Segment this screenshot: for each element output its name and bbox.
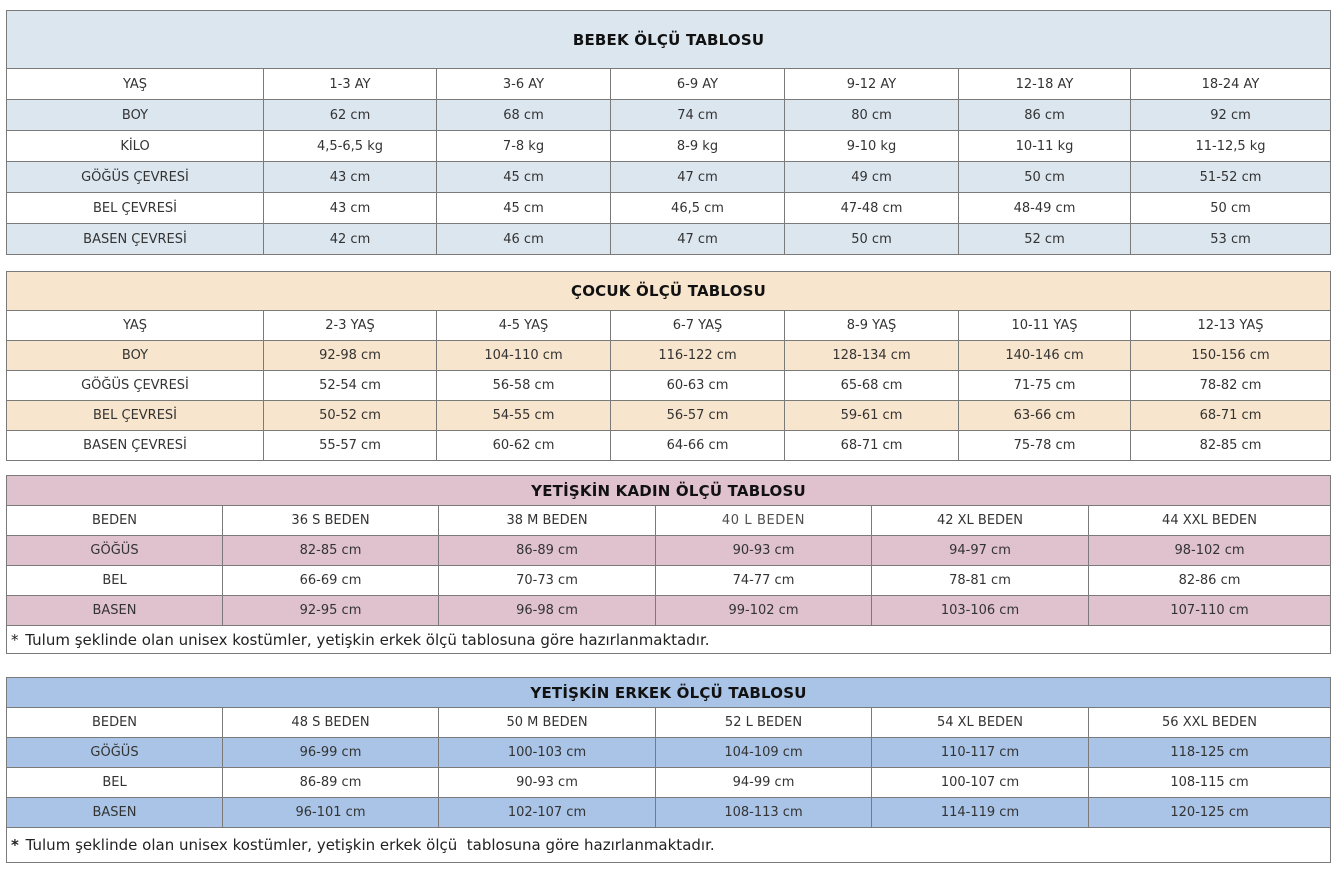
value-cell: 52 cm (959, 224, 1131, 255)
data-row (7, 224, 1331, 255)
child-size-table (6, 271, 1331, 461)
header-cell: 44 XXL BEDEN (1089, 506, 1331, 536)
row-label: BEDEN (7, 708, 223, 738)
value-cell: 82-86 cm (1089, 566, 1331, 596)
value-cell: 64-66 cm (611, 431, 785, 461)
value-cell: 7-8 kg (437, 131, 611, 162)
title-row (7, 272, 1331, 311)
header-cell: 2-3 YAŞ (264, 311, 437, 341)
row-label: BOY (7, 100, 264, 131)
value-cell: 48-49 cm (959, 193, 1131, 224)
data-row (7, 193, 1331, 224)
data-row (7, 768, 1331, 798)
row-label: YAŞ (7, 69, 264, 100)
header-row (7, 311, 1331, 341)
value-cell: 60-62 cm (437, 431, 611, 461)
value-cell: 110-117 cm (872, 738, 1089, 768)
baby-size-table (6, 10, 1331, 255)
row-label: BASEN (7, 798, 223, 828)
value-cell: 42 cm (264, 224, 437, 255)
value-cell: 56-57 cm (611, 401, 785, 431)
value-cell: 68-71 cm (1131, 401, 1331, 431)
header-cell: 4-5 YAŞ (437, 311, 611, 341)
footnote-text: Tulum şeklinde olan unisex kostümler, yetişkin erkek ölçü tablosuna göre hazırlanmaktadır. (20, 630, 710, 649)
row-label: BEL ÇEVRESİ (7, 401, 264, 431)
value-cell: 51-52 cm (1131, 162, 1331, 193)
data-row (7, 798, 1331, 828)
header-cell: 12-18 AY (959, 69, 1131, 100)
value-cell: 9-10 kg (785, 131, 959, 162)
header-cell: 54 XL BEDEN (872, 708, 1089, 738)
header-row (7, 69, 1331, 100)
value-cell: 70-73 cm (439, 566, 656, 596)
value-cell: 74-77 cm (656, 566, 872, 596)
header-row (7, 708, 1331, 738)
value-cell: 59-61 cm (785, 401, 959, 431)
value-cell: 8-9 kg (611, 131, 785, 162)
row-label: GÖĞÜS (7, 738, 223, 768)
value-cell: 92 cm (1131, 100, 1331, 131)
adult-man-size-table (6, 677, 1331, 863)
data-row (7, 100, 1331, 131)
value-cell: 74 cm (611, 100, 785, 131)
data-row (7, 341, 1331, 371)
value-cell: 86-89 cm (439, 536, 656, 566)
table-title: BEBEK ÖLÇÜ TABLOSU (7, 11, 1331, 69)
row-label: BEL (7, 768, 223, 798)
value-cell: 47 cm (611, 224, 785, 255)
value-cell: 56-58 cm (437, 371, 611, 401)
footnote-marker: * (11, 630, 19, 649)
value-cell: 60-63 cm (611, 371, 785, 401)
row-label: BASEN ÇEVRESİ (7, 224, 264, 255)
value-cell: 150-156 cm (1131, 341, 1331, 371)
header-cell: 6-7 YAŞ (611, 311, 785, 341)
header-cell: 3-6 AY (437, 69, 611, 100)
value-cell: 140-146 cm (959, 341, 1131, 371)
header-cell: 12-13 YAŞ (1131, 311, 1331, 341)
value-cell: 114-119 cm (872, 798, 1089, 828)
value-cell: 50-52 cm (264, 401, 437, 431)
data-row (7, 131, 1331, 162)
header-cell: 18-24 AY (1131, 69, 1331, 100)
value-cell: 50 cm (1131, 193, 1331, 224)
value-cell: 120-125 cm (1089, 798, 1331, 828)
value-cell: 99-102 cm (656, 596, 872, 626)
value-cell: 107-110 cm (1089, 596, 1331, 626)
value-cell: 118-125 cm (1089, 738, 1331, 768)
data-row (7, 596, 1331, 626)
value-cell: 128-134 cm (785, 341, 959, 371)
value-cell: 71-75 cm (959, 371, 1131, 401)
header-cell: 38 M BEDEN (439, 506, 656, 536)
value-cell: 92-95 cm (223, 596, 439, 626)
header-cell: 36 S BEDEN (223, 506, 439, 536)
value-cell: 90-93 cm (656, 536, 872, 566)
header-cell: 8-9 YAŞ (785, 311, 959, 341)
row-label: KİLO (7, 131, 264, 162)
value-cell: 80 cm (785, 100, 959, 131)
adult-woman-size-table (6, 475, 1331, 654)
value-cell: 65-68 cm (785, 371, 959, 401)
table-title: YETİŞKİN ERKEK ÖLÇÜ TABLOSU (7, 678, 1331, 708)
data-row (7, 566, 1331, 596)
value-cell: 52-54 cm (264, 371, 437, 401)
value-cell: 78-82 cm (1131, 371, 1331, 401)
value-cell: 78-81 cm (872, 566, 1089, 596)
value-cell: 104-109 cm (656, 738, 872, 768)
value-cell: 100-103 cm (439, 738, 656, 768)
row-label: GÖĞÜS ÇEVRESİ (7, 162, 264, 193)
row-label: BASEN ÇEVRESİ (7, 431, 264, 461)
table-title: YETİŞKİN KADIN ÖLÇÜ TABLOSU (7, 476, 1331, 506)
value-cell: 43 cm (264, 162, 437, 193)
value-cell: 54-55 cm (437, 401, 611, 431)
value-cell: 50 cm (959, 162, 1131, 193)
value-cell: 55-57 cm (264, 431, 437, 461)
title-row (7, 476, 1331, 506)
value-cell: 75-78 cm (959, 431, 1131, 461)
value-cell: 86 cm (959, 100, 1131, 131)
data-row (7, 738, 1331, 768)
value-cell: 47-48 cm (785, 193, 959, 224)
value-cell: 92-98 cm (264, 341, 437, 371)
footnote (7, 626, 1331, 654)
value-cell: 96-99 cm (223, 738, 439, 768)
value-cell: 90-93 cm (439, 768, 656, 798)
data-row (7, 431, 1331, 461)
value-cell: 68 cm (437, 100, 611, 131)
data-row (7, 371, 1331, 401)
value-cell: 50 cm (785, 224, 959, 255)
value-cell: 108-113 cm (656, 798, 872, 828)
footnote (7, 828, 1331, 863)
value-cell: 66-69 cm (223, 566, 439, 596)
row-label: BEL (7, 566, 223, 596)
value-cell: 86-89 cm (223, 768, 439, 798)
row-label: BASEN (7, 596, 223, 626)
value-cell: 108-115 cm (1089, 768, 1331, 798)
header-cell: 9-12 AY (785, 69, 959, 100)
title-row (7, 11, 1331, 69)
header-cell: 1-3 AY (264, 69, 437, 100)
title-row (7, 678, 1331, 708)
value-cell: 45 cm (437, 193, 611, 224)
value-cell: 102-107 cm (439, 798, 656, 828)
value-cell: 100-107 cm (872, 768, 1089, 798)
value-cell: 116-122 cm (611, 341, 785, 371)
row-label: BOY (7, 341, 264, 371)
value-cell: 103-106 cm (872, 596, 1089, 626)
value-cell: 43 cm (264, 193, 437, 224)
footnote-marker: * (11, 836, 19, 854)
data-row (7, 162, 1331, 193)
value-cell: 53 cm (1131, 224, 1331, 255)
footnote-text: Tulum şeklinde olan unisex kostümler, yetişkin erkek ölçü tablosuna göre hazırlanmaktadır. (20, 836, 715, 854)
row-label: BEL ÇEVRESİ (7, 193, 264, 224)
value-cell: 4,5-6,5 kg (264, 131, 437, 162)
footnote-row (7, 626, 1331, 654)
table-title: ÇOCUK ÖLÇÜ TABLOSU (7, 272, 1331, 311)
value-cell: 62 cm (264, 100, 437, 131)
data-row (7, 536, 1331, 566)
value-cell: 45 cm (437, 162, 611, 193)
value-cell: 82-85 cm (1131, 431, 1331, 461)
header-cell: 6-9 AY (611, 69, 785, 100)
header-cell: 56 XXL BEDEN (1089, 708, 1331, 738)
value-cell: 49 cm (785, 162, 959, 193)
data-row (7, 401, 1331, 431)
value-cell: 46,5 cm (611, 193, 785, 224)
value-cell: 98-102 cm (1089, 536, 1331, 566)
header-cell: 48 S BEDEN (223, 708, 439, 738)
value-cell: 11-12,5 kg (1131, 131, 1331, 162)
header-cell: 40 L BEDEN (656, 506, 872, 536)
header-row (7, 506, 1331, 536)
header-cell: 10-11 YAŞ (959, 311, 1131, 341)
value-cell: 10-11 kg (959, 131, 1131, 162)
header-cell: 52 L BEDEN (656, 708, 872, 738)
footnote-row (7, 828, 1331, 863)
row-label: YAŞ (7, 311, 264, 341)
value-cell: 82-85 cm (223, 536, 439, 566)
value-cell: 104-110 cm (437, 341, 611, 371)
row-label: BEDEN (7, 506, 223, 536)
row-label: GÖĞÜS ÇEVRESİ (7, 371, 264, 401)
value-cell: 47 cm (611, 162, 785, 193)
header-cell: 50 M BEDEN (439, 708, 656, 738)
value-cell: 96-98 cm (439, 596, 656, 626)
value-cell: 46 cm (437, 224, 611, 255)
value-cell: 68-71 cm (785, 431, 959, 461)
value-cell: 94-97 cm (872, 536, 1089, 566)
header-cell: 42 XL BEDEN (872, 506, 1089, 536)
value-cell: 94-99 cm (656, 768, 872, 798)
value-cell: 63-66 cm (959, 401, 1131, 431)
row-label: GÖĞÜS (7, 536, 223, 566)
value-cell: 96-101 cm (223, 798, 439, 828)
